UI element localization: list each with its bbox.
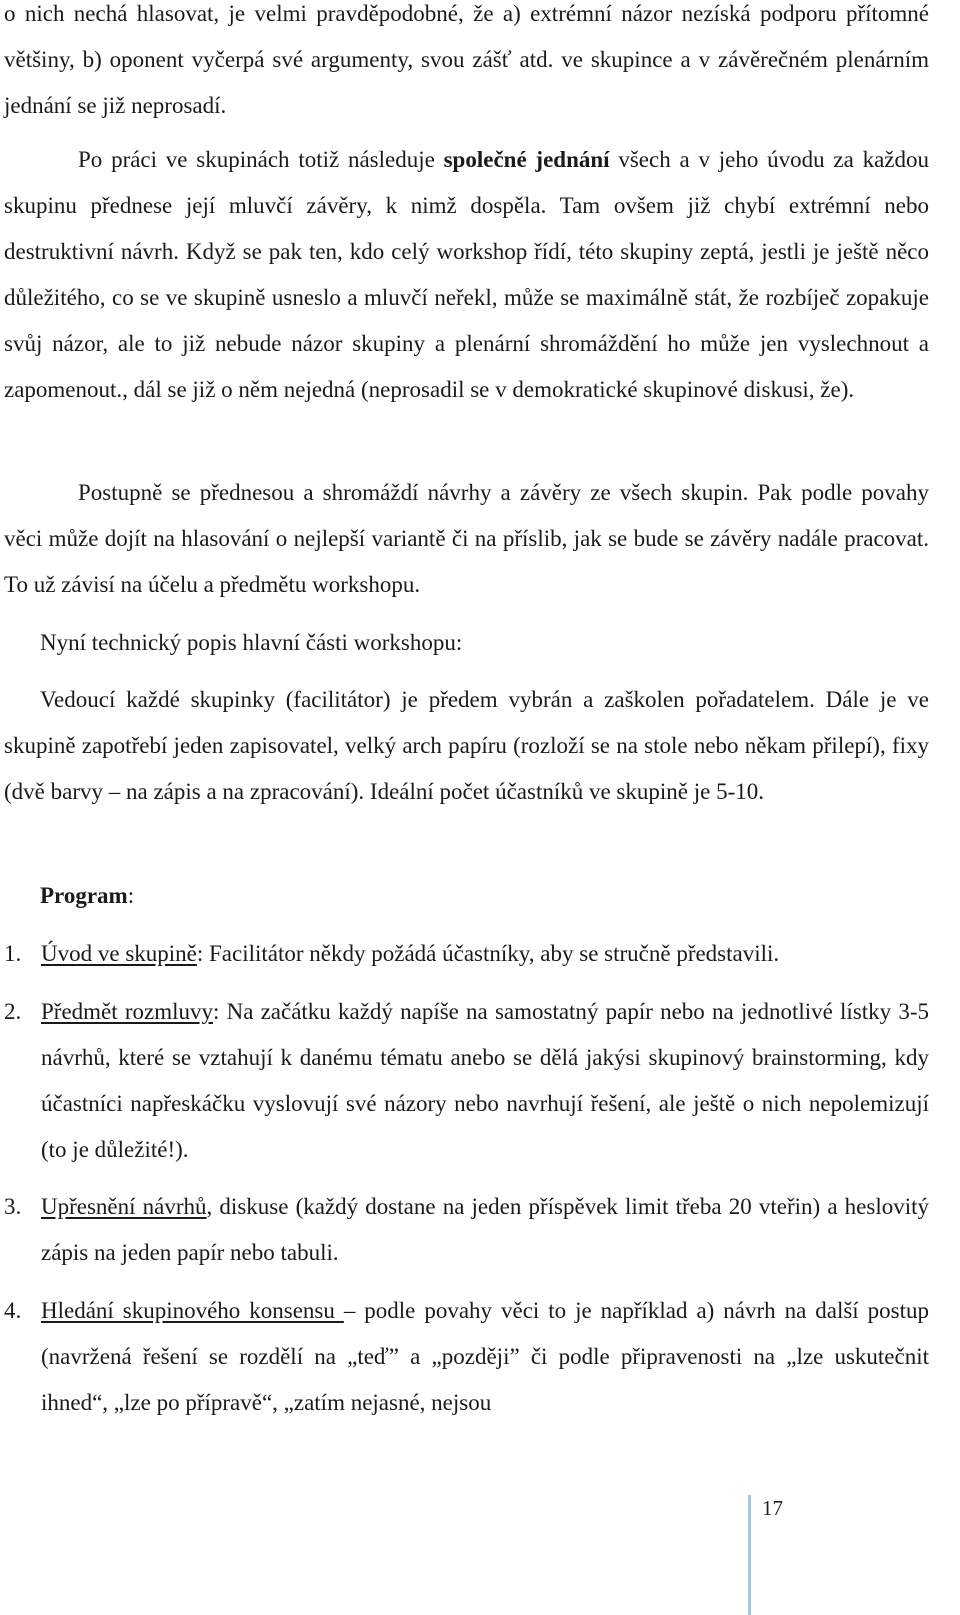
program-heading xyxy=(40,873,134,919)
list-item xyxy=(4,989,929,1173)
list-number: 4. xyxy=(4,1298,22,1323)
list-item-text: : Na začátku každý napíše na samostatný papír nebo na jednotlivé lístky 3-5 návrhů, které se vztahují k danému tématu anebo se dělá jakýsi skupinový brainstorming, kdy účastníci napřeskáčku vyslovují své názory nebo navrhují řešení, ale ještě o nich nepolemizují (to je důležité!). xyxy=(41,999,930,1162)
bold-term: společné jednání xyxy=(443,147,610,172)
page-number-bar xyxy=(748,1495,751,1615)
list-item-text: , diskuse (každý dostane na jeden příspěvek limit třeba 20 vteřin) a heslovitý zápis na jeden papír nebo tabuli. xyxy=(41,1194,929,1265)
paragraph-technical-intro: Nyní technický popis hlavní části workshopu: xyxy=(40,630,463,655)
list-item-body xyxy=(41,931,929,977)
list-item-title: Předmět rozmluvy xyxy=(41,999,213,1024)
list-item-body xyxy=(41,1288,929,1426)
page-number: 17 xyxy=(762,1496,783,1520)
paragraph-text: všech a v jeho úvodu za každou skupinu přednese její mluvčí závěry, k nimž dospěla. Tam ovšem již chybí extrémní nebo destruktivní návrh. Když se pak ten, kdo celý workshop řídí, této skupiny zeptá, jestli je ještě něco důležitého, co se ve skupině usneslo a mluvčí neřekl, může se maximálně stát, že rozbíječ zopakuje svůj názor, ale to již nebude názor skupiny a plenární shromáždění ho může jen vyslechnout a zapomenout., dál se již o něm nejedná (neprosadil se v demokratické skupinové diskusi, že). xyxy=(4,147,930,402)
program-heading-colon: : xyxy=(127,883,135,908)
paragraph-joint-session xyxy=(4,137,929,413)
list-number: 3. xyxy=(4,1194,22,1219)
list-item-title: Hledání skupinového konsensu xyxy=(41,1298,344,1323)
list-item-body xyxy=(41,989,929,1173)
list-item xyxy=(4,1288,929,1426)
list-item-body xyxy=(41,1184,929,1276)
list-item xyxy=(4,1184,929,1276)
list-item-text: – podle povahy věci to je například a) návrh na další postup (navržená řešení se rozdělí na „teď” a „později” či podle připravenosti na „lze uskutečnit ihned“, „lze po přípravě“, „zatím nejasné, nejsou xyxy=(41,1298,929,1415)
list-item-title: Upřesnění návrhů xyxy=(41,1194,207,1219)
paragraph-text: Po práci ve skupinách totiž následuje xyxy=(78,147,444,172)
list-item-text: : Facilitátor někdy požádá účastníky, aby se stručně představili. xyxy=(196,941,780,966)
list-item-title: Úvod ve skupině xyxy=(41,941,197,966)
paragraph-facilitator: Vedoucí každé skupinky (facilitátor) je předem vybrán a zaškolen pořadatelem. Dále je ve skupině zapotřebí jeden zapisovatel, velký arch papíru (rozloží se na stole nebo někam přilepí), fixy (dvě barvy – na zápis a na zpracování). Ideální počet účastníků ve skupině je 5-10. xyxy=(4,687,929,804)
list-number: 2. xyxy=(4,999,22,1024)
program-heading-text: Program xyxy=(40,883,128,908)
list-number: 1. xyxy=(4,941,22,966)
paragraph-proposals: Postupně se přednesou a shromáždí návrhy a závěry ze všech skupin. Pak podle povahy věci může dojít na hlasování o nejlepší variantě či na příslib, jak se bude se závěry nadále pracovat. To už závisí na účelu a předmětu workshopu. xyxy=(4,480,929,597)
paragraph-continuation: o nich nechá hlasovat, je velmi pravděpodobné, že a) extrémní názor nezíská podporu přítomné většiny, b) oponent vyčerpá své argumenty, svou zášť atd. ve skupince a v závěrečném plenárním jednání se již neprosadí. xyxy=(4,1,929,118)
list-item xyxy=(4,931,929,977)
